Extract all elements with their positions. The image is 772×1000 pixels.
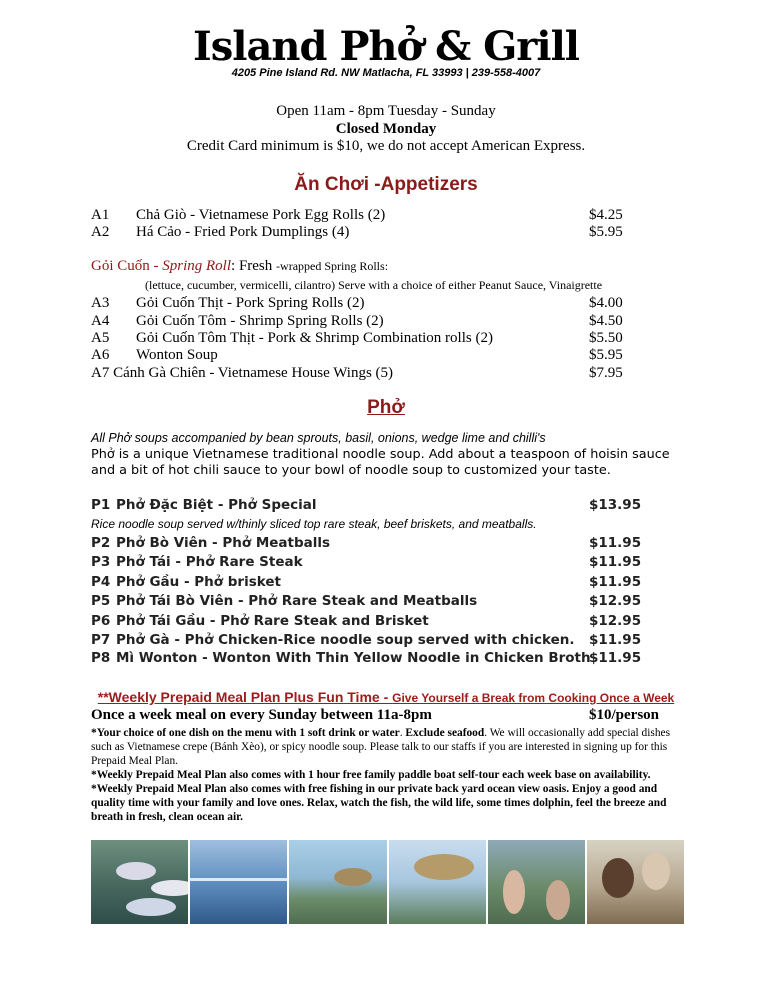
- item-price: $5.95: [589, 224, 623, 240]
- spring-roll-colon: :: [231, 258, 236, 274]
- ocean-view-photo: [190, 840, 287, 924]
- item-code: A3: [91, 295, 110, 311]
- spring-roll-note: (lettuce, cucumber, vermicelli, cilantro) Serve with a choice of either Peanut Sauce, Vinaigrette: [145, 278, 603, 292]
- meal-plan-paddle-boat: *Weekly Prepaid Meal Plan also comes with 1 hour free family paddle boat self-tour each week base on availability.: [91, 769, 651, 781]
- item-code: A2: [91, 224, 110, 240]
- item-code: A5: [91, 330, 110, 346]
- meal-plan-schedule: Once a week meal on every Sunday between 11a-8pm: [91, 707, 432, 723]
- hours-open: Open 11am - 8pm Tuesday - Sunday: [276, 103, 496, 119]
- meal-plan-details: [91, 726, 691, 768]
- meal-plan-extra: . We will occasionally add special dishes such as Vietnamese crepe (Bánh Xèo), or spicy noodle soup. Please talk to our staffs if you are interested in signing up for this Prepaid Meal Plan.: [91, 727, 671, 767]
- pho-title: Phở: [367, 397, 405, 418]
- spring-roll-fresh: Fresh: [235, 258, 277, 274]
- pho-intro: Phở is a unique Vietnamese traditional noodle soup. Add about a teaspoon of hoisin sauce and a bit of hot chili sauce to your bowl of noodle soup to customized your taste.: [91, 447, 670, 478]
- item-price: $11.95: [589, 632, 642, 648]
- item-name: Phở Gà - Phở Chicken-Rice noodle soup served with chicken.: [116, 632, 575, 648]
- item-name: Phở Đặc Biệt - Phở Special: [116, 497, 317, 513]
- meal-plan-subtitle: Give Yourself a Break from Cooking Once a Week: [392, 691, 675, 705]
- dining-photo: [587, 840, 684, 924]
- item-name: A7 Cánh Gà Chiên - Vietnamese House Wings (5): [91, 365, 394, 381]
- meal-plan-title: [0, 689, 772, 707]
- spring-roll-name-en: Spring Roll: [162, 258, 232, 274]
- item-name: Gỏi Cuốn Thịt - Pork Spring Rolls (2): [136, 295, 365, 311]
- meal-plan-exclude: Exclude seafood: [405, 727, 485, 739]
- item-name: Phở Gầu - Phở brisket: [116, 574, 281, 590]
- item-name: Há Cảo - Fried Pork Dumplings (4): [136, 224, 350, 240]
- item-price: $7.95: [589, 365, 623, 381]
- item-name: Chả Giò - Vietnamese Pork Egg Rolls (2): [136, 207, 386, 223]
- restaurant-address: 4205 Pine Island Rd. NW Matlacha, FL 33993 | 239-558-4007: [231, 67, 541, 79]
- meal-plan-title-main: **Weekly Prepaid Meal Plan Plus Fun Time -: [97, 689, 393, 705]
- pho-special-desc: Rice noodle soup served w/thinly sliced top rare steak, beef briskets, and meatballs.: [91, 517, 537, 531]
- waterfront-patio-photo: [389, 840, 486, 924]
- family-fishing-photo: [488, 840, 585, 924]
- item-name: Phở Bò Viên - Phở Meatballs: [116, 535, 331, 551]
- item-price: $11.95: [589, 574, 642, 590]
- item-code: P6: [91, 613, 111, 629]
- meal-plan-price: $10/person: [589, 707, 660, 723]
- item-price: $12.95: [589, 613, 642, 629]
- item-price: $4.00: [589, 295, 623, 311]
- appetizers-title: Ăn Chơi -Appetizers: [294, 174, 478, 195]
- photo-strip: [91, 840, 684, 924]
- item-price: $4.50: [589, 313, 623, 329]
- item-name: Mì Wonton - Wonton With Thin Yellow Noodle in Chicken Broth: [116, 650, 591, 666]
- item-code: P7: [91, 632, 111, 648]
- item-name: Wonton Soup: [136, 347, 218, 363]
- spring-roll-name-vi: Gỏi Cuốn -: [91, 258, 163, 274]
- item-code: A6: [91, 347, 110, 363]
- item-price: $5.50: [589, 330, 623, 346]
- item-name: Gỏi Cuốn Tôm Thịt - Pork & Shrimp Combination rolls (2): [136, 330, 493, 346]
- item-code: P5: [91, 593, 111, 609]
- spring-roll-desc: -wrapped Spring Rolls:: [276, 259, 389, 273]
- item-name: Phở Tái Gầu - Phở Rare Steak and Brisket: [116, 613, 429, 629]
- item-code: P8: [91, 650, 111, 666]
- spring-roll-heading: [91, 258, 388, 275]
- item-price: $12.95: [589, 593, 642, 609]
- item-code: P2: [91, 535, 111, 551]
- item-price: $5.95: [589, 347, 623, 363]
- item-code: P4: [91, 574, 111, 590]
- tiki-hut-photo: [289, 840, 386, 924]
- meal-plan-fishing: *Weekly Prepaid Meal Plan also comes with free fishing in our private back yard ocean view oasis. Enjoy a good and quality time with your family and love ones. Relax, watch the fish, the wild life, some times dolphin, feel the breeze and breath in fresh, clean ocean air.: [91, 783, 667, 823]
- item-price: $4.25: [589, 207, 623, 223]
- item-name: Gỏi Cuốn Tôm - Shrimp Spring Rolls (2): [136, 313, 384, 329]
- item-code: A1: [91, 207, 110, 223]
- item-name: Phở Tái - Phở Rare Steak: [116, 554, 303, 570]
- credit-card-note: Credit Card minimum is $10, we do not accept American Express.: [186, 138, 586, 154]
- item-code: P3: [91, 554, 111, 570]
- hours-closed: Closed Monday: [335, 121, 437, 137]
- item-code: P1: [91, 497, 111, 513]
- restaurant-title: Island Phở & Grill: [193, 23, 579, 70]
- paddle-boat-photo: [91, 840, 188, 924]
- item-price: $11.95: [589, 535, 642, 551]
- item-name: Phở Tái Bò Viên - Phở Rare Steak and Meatballs: [116, 593, 478, 609]
- pho-accompaniments: All Phở soups accompanied by bean sprouts, basil, onions, wedge lime and chilli's: [91, 431, 546, 445]
- item-price: $13.95: [589, 497, 642, 513]
- item-price: $11.95: [589, 554, 642, 570]
- meal-plan-sep: .: [399, 727, 406, 739]
- item-code: A4: [91, 313, 110, 329]
- meal-plan-line: [91, 707, 691, 724]
- meal-plan-choice: *Your choice of one dish on the menu with 1 soft drink or water: [91, 727, 400, 739]
- item-price: $11.95: [589, 650, 642, 666]
